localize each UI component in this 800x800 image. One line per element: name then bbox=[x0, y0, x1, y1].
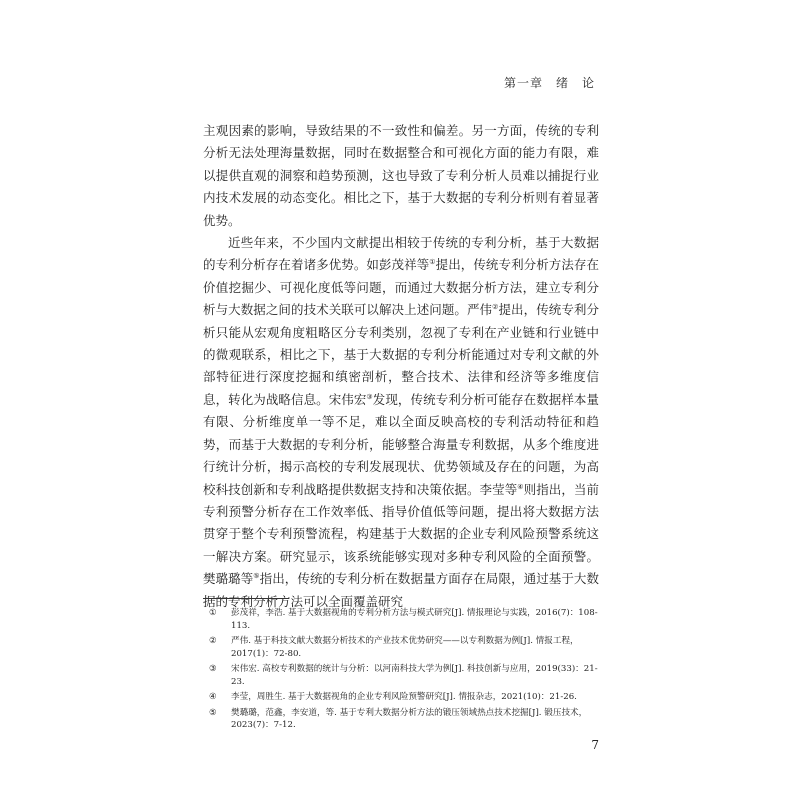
footnote-mark: ③ bbox=[209, 664, 217, 674]
page-number: 7 bbox=[591, 738, 599, 752]
footnote bbox=[203, 707, 599, 732]
footnote bbox=[203, 691, 599, 704]
paragraph-text: 近些年来，不少国内文献提出相较于传统的专利分析，基于大数据的专利分析存在着诸多优势。如彭茂祥等 bbox=[203, 235, 599, 273]
footnote-text: 宋伟宏. 高校专利数据的统计与分析：以河南科技大学为例[J]. 科技创新与应用，2019(33)：21-23. bbox=[231, 664, 598, 687]
footnote-ref[interactable]: ① bbox=[429, 258, 436, 267]
footnote-ref[interactable]: ② bbox=[492, 303, 499, 312]
footnote-divider bbox=[203, 598, 289, 599]
footnote-text: 李莹，周胜生. 基于大数据视角的企业专利风险预警研究[J]. 情报杂志，2021(10)：21-26. bbox=[231, 692, 577, 702]
footnote bbox=[203, 663, 599, 688]
footnote-mark: ① bbox=[209, 608, 217, 618]
footnote-text: 彭茂祥，李浩. 基于大数据视角的专利分析方法与模式研究[J]. 情报理论与实践，2016(7)：108-113. bbox=[231, 608, 598, 631]
footnotes bbox=[203, 607, 599, 735]
footnote bbox=[203, 635, 599, 660]
paragraph-text: 发现，传统专利分析可能存在数据样本量有限、分析维度单一等不足，难以全面反映高校的专利活动特征和趋势，而基于大数据的专利分析，能够整合海量专利数据，从多个维度进行统计分析，揭示高校的专利发展现状、优势领域及存在的问题，为高校科技创新和专利战略提供数据支持和决策依据。李莹等 bbox=[203, 391, 599, 497]
paragraph bbox=[203, 120, 599, 232]
paragraph-text: 提出，传统专利分析方法存在价值挖掘少、可视化度低等问题，而通过大数据分析方法，建立专利分析与大数据之间的技术关联可以解决上述问题。严伟 bbox=[203, 257, 599, 318]
footnote-text: 严伟. 基于科技文献大数据分析技术的产业技术优势研究——以专利数据为例[J]. 情报工程，2017(1)：72-80. bbox=[231, 636, 579, 659]
footnote-ref[interactable]: ④ bbox=[517, 482, 524, 491]
paragraph bbox=[203, 232, 599, 613]
footnote-ref[interactable]: ③ bbox=[366, 392, 373, 401]
body-text bbox=[203, 120, 599, 613]
footnote-text: 樊璐璐，范鑫，李安道，等. 基于专利大数据分析方法的锻压领域热点技术挖掘[J]. 锻压技术，2023(7)：7-12. bbox=[231, 707, 588, 730]
footnote-mark: ④ bbox=[209, 692, 217, 702]
paragraph-text: 指出，传统的专利分析在数据量方面存在局限，通过基于大数据的专利分析方法可以全面覆盖研究 bbox=[203, 571, 599, 609]
paragraph-text: 提出，传统专利分析只能从宏观角度粗略区分专利类别，忽视了专利在产业链和行业链中的微观联系，相比之下，基于大数据的专利分析能通过对专利文献的外部特征进行深度挖掘和缜密剖析，整合技术、法律和经济等多维度信息，转化为战略信息。宋伟宏 bbox=[203, 302, 599, 407]
paragraph-text: 主观因素的影响，导致结果的不一致性和偏差。另一方面，传统的专利分析无法处理海量数据，同时在数据整合和可视化方面的能力有限，难以提供直观的洞察和趋势预测，这也导致了专利分析人员难以捕捉行业内技术发展的动态变化。相比之下，基于大数据的专利分析则有着显著优势。 bbox=[203, 123, 599, 228]
footnote-mark: ⑤ bbox=[209, 707, 217, 718]
paragraph-text: 则指出，当前专利预警分析存在工作效率低、指导价值低等问题，提出将大数据方法贯穿于整个专利预警流程，构建基于大数据的企业专利风险预警系统这一解决方案。研究显示，该系统能够实现对多种专利风险的全面预警。樊璐璐等 bbox=[203, 481, 599, 587]
running-header: 第一章 绪 论 bbox=[503, 76, 595, 90]
footnote bbox=[203, 607, 599, 632]
footnote-ref[interactable]: ⑤ bbox=[253, 571, 260, 580]
footnote-mark: ② bbox=[209, 636, 217, 646]
